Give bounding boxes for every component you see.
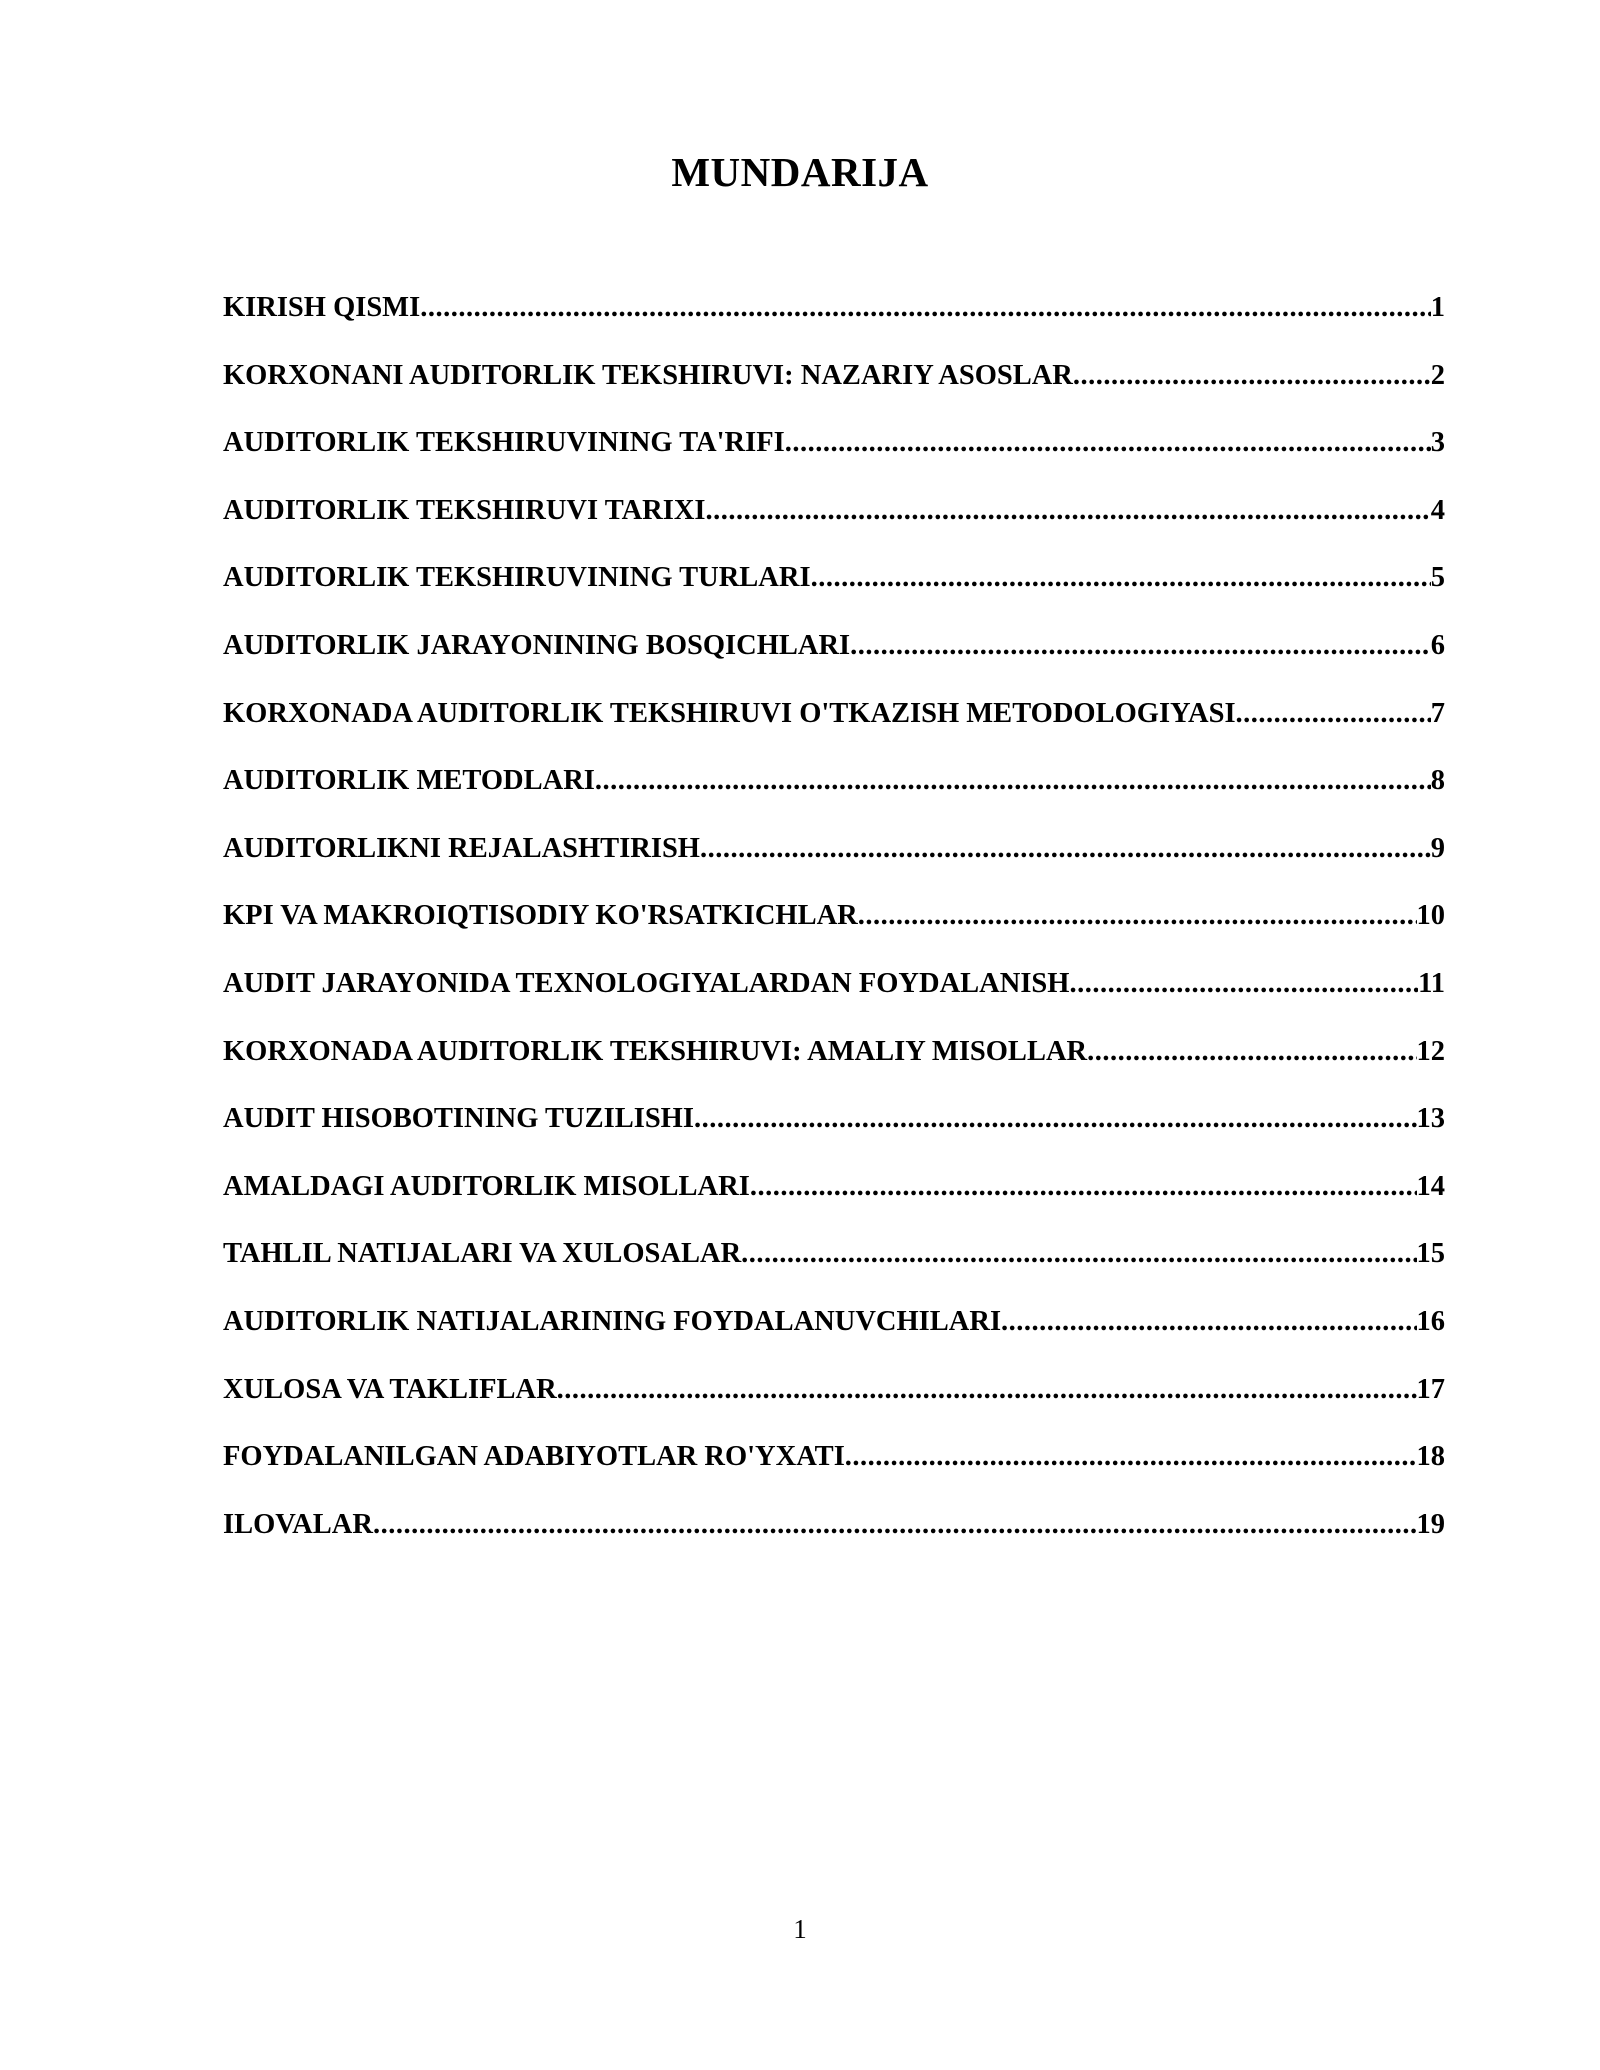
toc-leader-dots xyxy=(700,833,1431,865)
toc-entry-label: KORXONADA AUDITORLIK TEKSHIRUVI O'TKAZISH METODOLOGIYASI xyxy=(223,697,1236,729)
page-title: MUNDARIJA xyxy=(671,149,929,195)
toc-leader-dots xyxy=(785,427,1431,459)
toc-leader-dots xyxy=(845,1441,1417,1473)
toc-entry[interactable] xyxy=(223,1171,1445,1239)
toc-leader-dots xyxy=(557,1374,1417,1406)
toc-entry-page: 15 xyxy=(1416,1238,1445,1270)
toc-leader-dots xyxy=(741,1238,1416,1270)
toc-entry-page: 4 xyxy=(1430,494,1445,526)
toc-leader-dots xyxy=(595,765,1431,797)
toc-entry-label: ILOVALAR xyxy=(223,1508,373,1540)
toc-entry[interactable] xyxy=(223,1509,1445,1577)
toc-entry-label: AUDITORLIK NATIJALARINING FOYDALANUVCHILARI xyxy=(223,1305,1002,1337)
toc-entry-page: 2 xyxy=(1430,359,1445,391)
toc-entry[interactable] xyxy=(223,360,1445,428)
toc-entry-page: 5 xyxy=(1430,562,1445,594)
toc-entry-page: 9 xyxy=(1430,832,1445,864)
toc-entry-label: TAHLIL NATIJALARI VA XULOSALAR xyxy=(223,1238,742,1270)
toc-entry-label: XULOSA VA TAKLIFLAR xyxy=(223,1373,557,1405)
toc-leader-dots xyxy=(373,1509,1417,1541)
toc-entry-page: 8 xyxy=(1430,765,1445,797)
toc-entry-page: 12 xyxy=(1416,1035,1445,1067)
toc-leader-dots xyxy=(1087,1036,1416,1068)
toc-entry-label: AUDIT JARAYONIDA TEXNOLOGIYALARDAN FOYDALANISH xyxy=(223,967,1070,999)
toc-entry-label: AUDIT HISOBOTINING TUZILISHI xyxy=(223,1103,694,1135)
page-number: 1 xyxy=(793,1914,807,1944)
toc-entry-label: AMALDAGI AUDITORLIK MISOLLARI xyxy=(223,1170,750,1202)
toc-entry-page: 18 xyxy=(1416,1441,1445,1473)
toc-leader-dots xyxy=(420,292,1431,324)
toc-entry[interactable] xyxy=(223,630,1445,698)
toc-entry-page: 14 xyxy=(1416,1170,1445,1202)
toc-entry-page: 19 xyxy=(1416,1508,1445,1540)
toc-leader-dots xyxy=(750,1171,1417,1203)
toc-entry-label: AUDITORLIK TEKSHIRUVINING TA'RIFI xyxy=(223,427,785,459)
toc-entry-page: 6 xyxy=(1430,629,1445,661)
toc-leader-dots xyxy=(706,495,1431,527)
toc-leader-dots xyxy=(694,1103,1417,1135)
toc-entry-page: 7 xyxy=(1430,697,1445,729)
toc-entry[interactable] xyxy=(223,427,1445,495)
toc-entry-page: 13 xyxy=(1416,1103,1445,1135)
toc-entry[interactable] xyxy=(223,968,1445,1036)
toc-entry-page: 3 xyxy=(1430,427,1445,459)
toc-entry[interactable] xyxy=(223,1238,1445,1306)
toc-entry-page: 1 xyxy=(1430,292,1445,323)
toc-entry[interactable] xyxy=(223,765,1445,833)
toc-leader-dots xyxy=(858,900,1417,932)
toc-entry-label: AUDITORLIKNI REJALASHTIRISH xyxy=(223,832,700,864)
toc-entry-label: AUDITORLIK TEKSHIRUVI TARIXI xyxy=(223,494,706,526)
toc-entry-page: 10 xyxy=(1416,900,1445,932)
toc-entry-page: 17 xyxy=(1416,1373,1445,1405)
toc-entry-page: 11 xyxy=(1418,967,1445,999)
toc-entry-page: 16 xyxy=(1416,1305,1445,1337)
toc-entry-label: AUDITORLIK TEKSHIRUVINING TURLARI xyxy=(223,562,811,594)
toc-entry[interactable] xyxy=(223,1103,1445,1171)
toc-entry-label: KORXONADA AUDITORLIK TEKSHIRUVI: AMALIY MISOLLAR xyxy=(223,1035,1088,1067)
toc-leader-dots xyxy=(850,630,1431,662)
toc-entry[interactable] xyxy=(223,1441,1445,1509)
toc-entry[interactable] xyxy=(223,900,1445,968)
toc-entry-label: AUDITORLIK METODLARI xyxy=(223,765,595,797)
toc-entry-label: AUDITORLIK JARAYONINING BOSQICHLARI xyxy=(223,629,851,661)
toc-entry[interactable] xyxy=(223,562,1445,630)
toc-entry[interactable] xyxy=(223,1306,1445,1374)
toc-entry-label: KORXONANI AUDITORLIK TEKSHIRUVI: NAZARIY ASOSLAR xyxy=(223,359,1073,391)
toc-entry-label: FOYDALANILGAN ADABIYOTLAR RO'YXATI xyxy=(223,1441,845,1473)
toc-entry[interactable] xyxy=(223,495,1445,563)
toc-entry-label: KPI VA MAKROIQTISODIY KO'RSATKICHLAR xyxy=(223,900,858,932)
toc-entry[interactable] xyxy=(223,292,1445,360)
toc-entry[interactable] xyxy=(223,1036,1445,1104)
toc-leader-dots xyxy=(811,562,1431,594)
toc-leader-dots xyxy=(1073,360,1431,392)
toc-leader-dots xyxy=(1069,968,1418,1000)
toc-leader-dots xyxy=(1001,1306,1416,1338)
toc-entry-label: KIRISH QISMI xyxy=(223,292,421,323)
toc-entry[interactable] xyxy=(223,833,1445,901)
toc-leader-dots xyxy=(1236,698,1431,730)
toc-entry[interactable] xyxy=(223,1374,1445,1442)
toc-entry[interactable] xyxy=(223,698,1445,766)
table-of-contents xyxy=(223,292,1445,1576)
